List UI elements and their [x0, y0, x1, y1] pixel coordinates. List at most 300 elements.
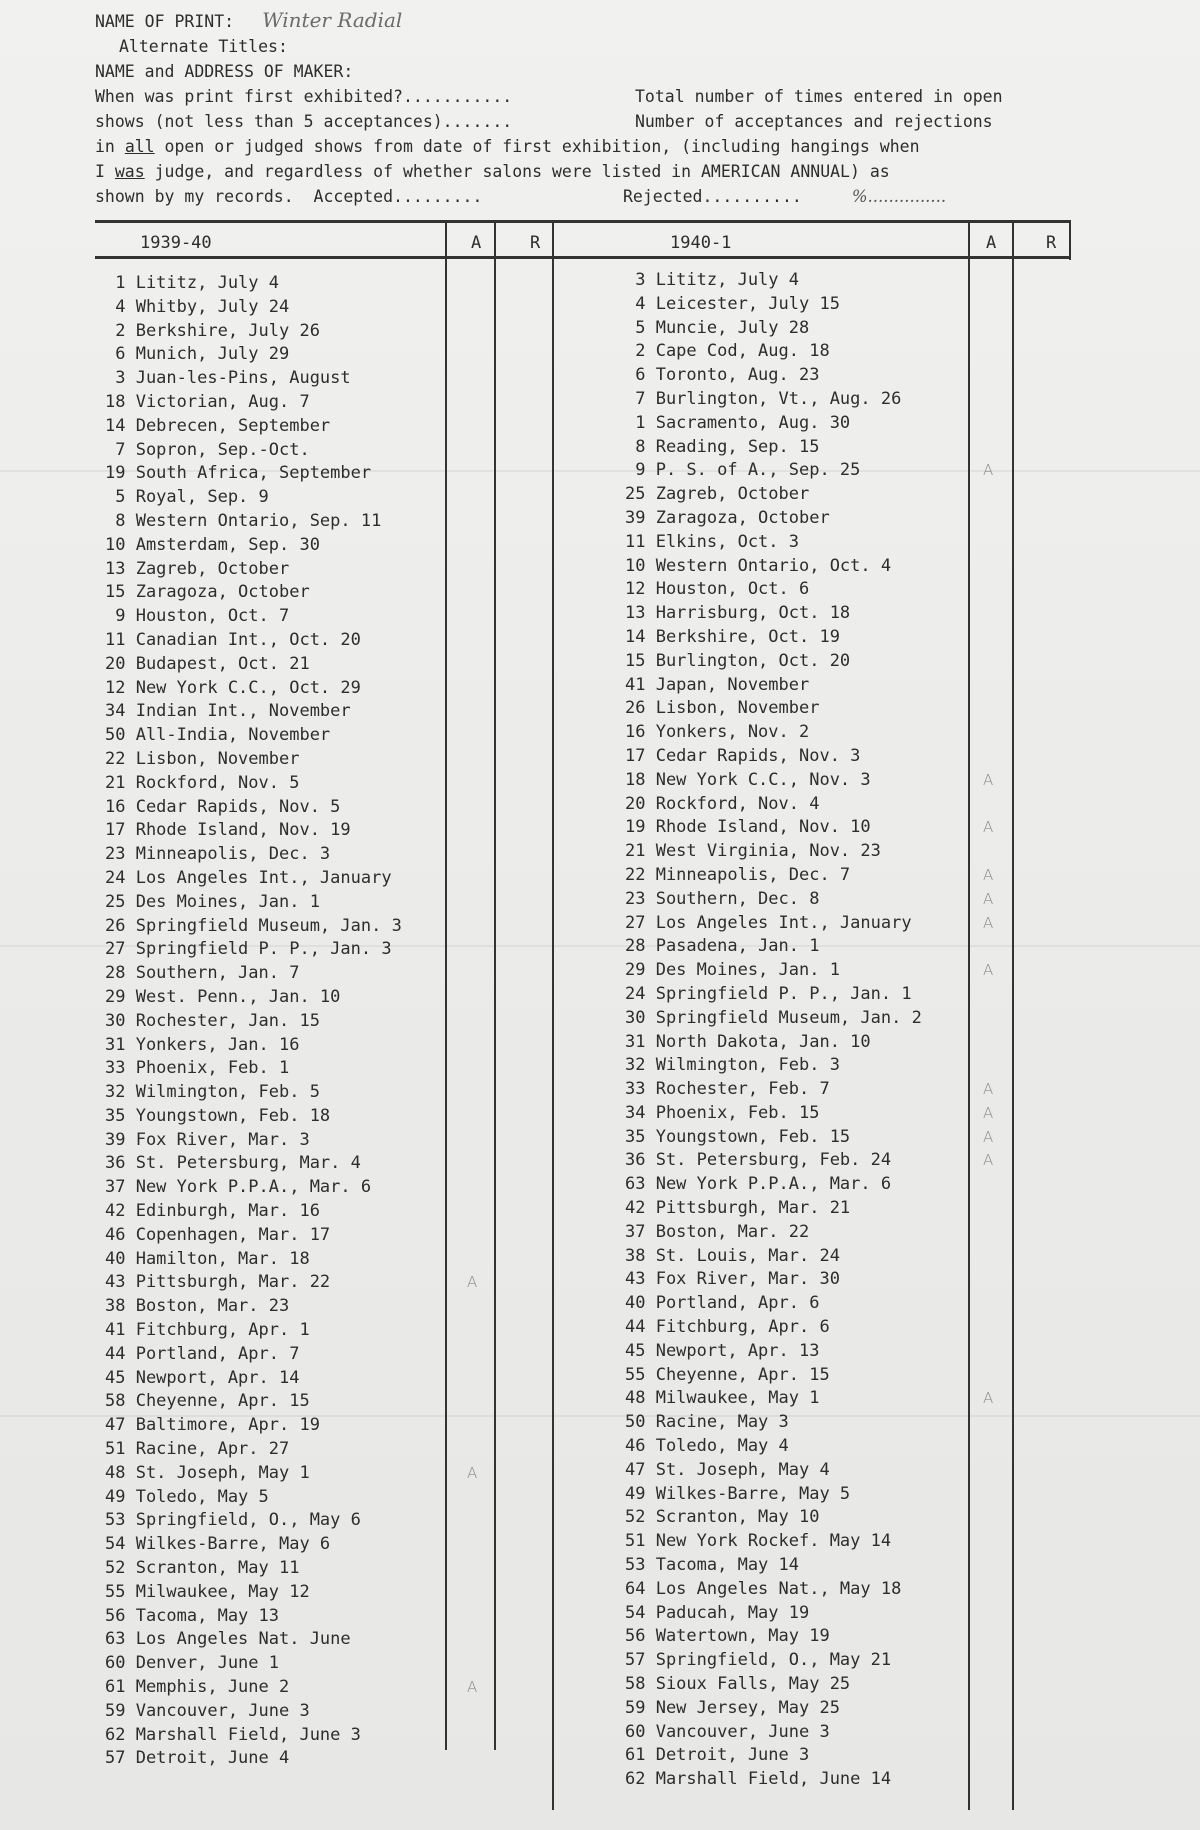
- exhibition-entry: 36 St. Petersburg, Feb. 24: [625, 1150, 892, 1171]
- exhibition-entry: 39 Fox River, Mar. 3: [105, 1129, 310, 1150]
- table-row: [105, 391, 545, 415]
- table-row: [105, 1343, 545, 1367]
- table-row: [625, 436, 1065, 460]
- table-row: [105, 867, 545, 891]
- table-row: [625, 578, 1065, 602]
- table-row: [625, 1697, 1065, 1721]
- exhibition-entry: 49 Toledo, May 5: [105, 1486, 269, 1507]
- exhibition-entry: 15 Zaragoza, October: [105, 582, 310, 603]
- table-row: [625, 602, 1065, 626]
- table-row: [105, 1010, 545, 1034]
- acceptance-mark: A: [983, 1389, 994, 1408]
- exhibition-entry: 12 New York C.C., Oct. 29: [105, 677, 361, 698]
- table-row: [625, 1197, 1065, 1221]
- table-row: [625, 1149, 1065, 1173]
- exhibition-entry: 18 Victorian, Aug. 7: [105, 391, 310, 412]
- table-row: [105, 1414, 545, 1438]
- table-row: [625, 1768, 1065, 1792]
- table-row: [625, 1625, 1065, 1649]
- table-row: [105, 938, 545, 962]
- exhibition-entry: 5 Royal, Sep. 9: [105, 487, 269, 508]
- form-header: [95, 8, 1095, 209]
- exhibition-entry: 19 Rhode Island, Nov. 10: [625, 817, 871, 838]
- exhibition-entry: 40 Hamilton, Mar. 18: [105, 1248, 310, 1269]
- exhibition-entry: 2 Cape Cod, Aug. 18: [625, 341, 830, 362]
- table-row: [625, 1649, 1065, 1673]
- table-row: [625, 721, 1065, 745]
- exhibition-entry: 60 Denver, June 1: [105, 1653, 279, 1674]
- exhibition-entry: 6 Toronto, Aug. 23: [625, 365, 820, 386]
- table-row: [625, 1578, 1065, 1602]
- exhibition-entry: 63 Los Angeles Nat. June: [105, 1629, 351, 1650]
- open-judged-line: [95, 134, 1095, 159]
- exhibition-entry: 16 Cedar Rapids, Nov. 5: [105, 796, 341, 817]
- exhibition-entry: 41 Japan, November: [625, 674, 810, 695]
- shows-line: shows (not less than 5 acceptances).......: [95, 112, 513, 131]
- exhibition-entry: 50 All-India, November: [105, 725, 331, 746]
- exhibition-entry: 15 Burlington, Oct. 20: [625, 650, 851, 671]
- table-row: [625, 1744, 1065, 1768]
- shown-accepted: shown by my records. Accepted.........: [95, 187, 483, 206]
- acceptance-mark: A: [983, 1103, 994, 1122]
- table-row: [625, 1483, 1065, 1507]
- exhibition-entry: 54 Wilkes-Barre, May 6: [105, 1534, 331, 1555]
- exhibition-entry: 35 Youngstown, Feb. 15: [625, 1126, 851, 1147]
- exhibition-entry: 13 Zagreb, October: [105, 558, 290, 579]
- exhibition-entry: 21 Rockford, Nov. 5: [105, 772, 300, 793]
- acceptance-mark: A: [983, 913, 994, 932]
- exhibition-entry: 43 Pittsburgh, Mar. 22: [105, 1272, 331, 1293]
- name-of-print-handwritten: Winter Radial: [262, 8, 403, 32]
- table-row: [625, 1078, 1065, 1102]
- table-row: [625, 935, 1065, 959]
- exhibition-entry: 8 Western Ontario, Sep. 11: [105, 510, 382, 531]
- exhibition-entry: 62 Marshall Field, June 3: [105, 1724, 361, 1745]
- acceptance-mark: A: [983, 961, 994, 980]
- exhibition-entry: 28 Southern, Jan. 7: [105, 963, 300, 984]
- exhibition-entry: 51 Racine, Apr. 27: [105, 1439, 290, 1460]
- exhibition-entry: 14 Berkshire, Oct. 19: [625, 626, 840, 647]
- exhibition-entry: 46 Copenhagen, Mar. 17: [105, 1224, 331, 1245]
- exhibition-entry: 20 Budapest, Oct. 21: [105, 653, 310, 674]
- table-row: [625, 1292, 1065, 1316]
- right-r-heading: R: [1046, 233, 1057, 253]
- exhibition-entry: 52 Scranton, May 10: [625, 1507, 820, 1528]
- total-times: Total number of times entered in open: [635, 87, 1003, 106]
- table-row: [105, 1224, 545, 1248]
- name-of-print-label: NAME OF PRINT:: [95, 12, 235, 31]
- table-row: [625, 983, 1065, 1007]
- table-row: [625, 745, 1065, 769]
- table-row: [105, 629, 545, 653]
- exhibition-entry: 40 Portland, Apr. 6: [625, 1293, 820, 1314]
- exhibition-entry: 38 St. Louis, Mar. 24: [625, 1245, 840, 1266]
- exhibition-entry: 16 Yonkers, Nov. 2: [625, 722, 810, 743]
- exhibition-entry: 24 Los Angeles Int., January: [105, 867, 392, 888]
- table-row: [625, 459, 1065, 483]
- exhibition-entry: 7 Sopron, Sep.-Oct.: [105, 439, 310, 460]
- exhibition-entry: 47 Baltimore, Apr. 19: [105, 1415, 320, 1436]
- table-row: [105, 1676, 545, 1700]
- table-row: [625, 507, 1065, 531]
- table-row: [105, 1557, 545, 1581]
- exhibition-entry: 50 Racine, May 3: [625, 1412, 789, 1433]
- exhibition-entry: 22 Lisbon, November: [105, 748, 300, 769]
- exhibition-entry: 17 Cedar Rapids, Nov. 3: [625, 745, 861, 766]
- exhibition-entry: 47 St. Joseph, May 4: [625, 1459, 830, 1480]
- exhibition-entry: 19 South Africa, September: [105, 463, 372, 484]
- acceptance-mark: A: [467, 1678, 478, 1697]
- acceptance-mark: A: [467, 1463, 478, 1482]
- exhibition-entry: 48 Milwaukee, May 1: [625, 1388, 820, 1409]
- table-row: [625, 1054, 1065, 1078]
- exhibition-entry: 58 Sioux Falls, May 25: [625, 1674, 851, 1695]
- table-header-rule: [95, 256, 1070, 259]
- right-column-entries: [625, 269, 1065, 1792]
- table-row: [625, 1316, 1065, 1340]
- exhibition-entry: 27 Springfield P. P., Jan. 3: [105, 939, 392, 960]
- table-row: [105, 1533, 545, 1557]
- exhibition-entry: 18 New York C.C., Nov. 3: [625, 769, 871, 790]
- table-row: [105, 1152, 545, 1176]
- left-r-heading: R: [530, 233, 541, 253]
- table-row: [105, 772, 545, 796]
- table-row: [105, 1486, 545, 1510]
- table-row: [105, 748, 545, 772]
- table-row: [105, 1176, 545, 1200]
- table-row: [105, 891, 545, 915]
- was-underlined: was: [114, 162, 145, 181]
- column-divider: [1069, 220, 1071, 260]
- exhibition-entry: 57 Detroit, June 4: [105, 1748, 290, 1769]
- exhibition-entry: 56 Tacoma, May 13: [105, 1605, 279, 1626]
- table-row: [105, 1438, 545, 1462]
- table-row: [105, 1367, 545, 1391]
- table-row: [625, 293, 1065, 317]
- exhibition-entry: 30 Rochester, Jan. 15: [105, 1010, 320, 1031]
- percent-field: %...............: [851, 187, 947, 206]
- exhibition-entry: 3 Lititz, July 4: [625, 270, 799, 290]
- table-row: [625, 1126, 1065, 1150]
- exhibition-entry: 56 Watertown, May 19: [625, 1626, 830, 1647]
- alternate-titles-label: Alternate Titles:: [119, 37, 288, 56]
- table-row: [625, 864, 1065, 888]
- table-row: [105, 486, 545, 510]
- exhibition-entry: 34 Phoenix, Feb. 15: [625, 1102, 820, 1123]
- table-row: [105, 1462, 545, 1486]
- table-row: [105, 439, 545, 463]
- table-row: [625, 793, 1065, 817]
- exhibition-entry: 64 Los Angeles Nat., May 18: [625, 1578, 902, 1599]
- exhibition-entry: 1 Lititz, July 4: [105, 273, 279, 293]
- table-row: [625, 816, 1065, 840]
- exhibition-entry: 34 Indian Int., November: [105, 701, 351, 722]
- exhibition-entry: 4 Leicester, July 15: [625, 293, 840, 314]
- table-row: [105, 724, 545, 748]
- all-underlined: all: [124, 137, 155, 156]
- column-divider: [552, 220, 554, 1810]
- header-row: [95, 184, 1095, 209]
- exhibition-entry: 17 Rhode Island, Nov. 19: [105, 820, 351, 841]
- exhibition-entry: 6 Munich, July 29: [105, 344, 290, 365]
- exhibition-entry: 10 Western Ontario, Oct. 4: [625, 555, 892, 576]
- exhibition-entry: 29 West. Penn., Jan. 10: [105, 986, 341, 1007]
- exhibition-entry: 42 Pittsburgh, Mar. 21: [625, 1198, 851, 1219]
- exhibition-entry: 20 Rockford, Nov. 4: [625, 793, 820, 814]
- header-row: [95, 109, 1095, 134]
- table-row: [625, 1530, 1065, 1554]
- table-row: [625, 1245, 1065, 1269]
- exhibition-entry: 23 Southern, Dec. 8: [625, 888, 820, 909]
- table-row: [625, 483, 1065, 507]
- exhibition-entry: 39 Zaragoza, October: [625, 507, 830, 528]
- table-row: [105, 415, 545, 439]
- name-of-print-line: [95, 8, 1095, 34]
- exhibition-entry: 58 Cheyenne, Apr. 15: [105, 1391, 310, 1412]
- table-row: [625, 912, 1065, 936]
- exhibition-entry: 57 Springfield, O., May 21: [625, 1650, 892, 1671]
- exhibition-entry: 30 Springfield Museum, Jan. 2: [625, 1007, 922, 1028]
- table-row: [105, 700, 545, 724]
- in-word: in: [95, 137, 115, 156]
- acceptances-rejections: Number of acceptances and rejections: [635, 112, 993, 131]
- table-row: [105, 1747, 545, 1771]
- exhibition-entry: 44 Fitchburg, Apr. 6: [625, 1317, 830, 1338]
- table-row: [625, 697, 1065, 721]
- exhibition-entry: 4 Whitby, July 24: [105, 296, 290, 317]
- acceptance-mark: A: [983, 1127, 994, 1146]
- table-row: [625, 626, 1065, 650]
- table-row: [105, 1034, 545, 1058]
- exhibition-entry: 53 Springfield, O., May 6: [105, 1510, 361, 1531]
- table-row: [105, 296, 545, 320]
- exhibition-entry: 31 North Dakota, Jan. 10: [625, 1031, 871, 1052]
- exhibition-entry: 63 New York P.P.A., Mar. 6: [625, 1174, 892, 1195]
- table-row: [105, 1652, 545, 1676]
- table-row: [105, 1581, 545, 1605]
- exhibition-entry: 33 Rochester, Feb. 7: [625, 1079, 830, 1100]
- exhibition-entry: 37 Boston, Mar. 22: [625, 1221, 810, 1242]
- exhibition-entry: 9 Houston, Oct. 7: [105, 606, 290, 627]
- exhibition-entry: 25 Des Moines, Jan. 1: [105, 891, 320, 912]
- table-row: [105, 343, 545, 367]
- left-column-entries: [105, 272, 545, 1771]
- table-row: [105, 1628, 545, 1652]
- table-row: [105, 1200, 545, 1224]
- acceptance-mark: A: [983, 889, 994, 908]
- exhibition-entry: 32 Wilmington, Feb. 5: [105, 1082, 320, 1103]
- table-row: [625, 1435, 1065, 1459]
- header-row: [95, 84, 1095, 109]
- acceptance-mark: A: [983, 818, 994, 837]
- table-row: [625, 388, 1065, 412]
- table-row: [625, 1364, 1065, 1388]
- table-row: [105, 1105, 545, 1129]
- exhibition-entry: 24 Springfield P. P., Jan. 1: [625, 983, 912, 1004]
- table-row: [625, 1721, 1065, 1745]
- table-row: [625, 1506, 1065, 1530]
- table-row: [105, 1295, 545, 1319]
- exhibition-entry: 55 Milwaukee, May 12: [105, 1581, 310, 1602]
- table-row: [625, 1554, 1065, 1578]
- table-row: [105, 272, 545, 296]
- table-row: [625, 769, 1065, 793]
- table-row: [625, 1173, 1065, 1197]
- acceptance-mark: A: [983, 1151, 994, 1170]
- table-row: [105, 796, 545, 820]
- exhibition-entry: 27 Los Angeles Int., January: [625, 912, 912, 933]
- table-row: [105, 534, 545, 558]
- exhibition-entry: 42 Edinburgh, Mar. 16: [105, 1201, 320, 1222]
- table-row: [625, 555, 1065, 579]
- maker-label: NAME and ADDRESS OF MAKER:: [95, 62, 354, 81]
- left-a-heading: A: [471, 233, 482, 253]
- table-row: [105, 558, 545, 582]
- exhibition-entry: 9 P. S. of A., Sep. 25: [625, 460, 861, 481]
- table-row: [625, 317, 1065, 341]
- acceptance-mark: A: [467, 1273, 478, 1292]
- exhibition-entry: 12 Houston, Oct. 6: [625, 579, 810, 600]
- table-row: [105, 1319, 545, 1343]
- table-row: [105, 653, 545, 677]
- table-row: [625, 674, 1065, 698]
- table-row: [105, 819, 545, 843]
- table-row: [625, 1673, 1065, 1697]
- exhibition-entry: 51 New York Rockef. May 14: [625, 1531, 892, 1552]
- i-word: I: [95, 162, 105, 181]
- table-row: [105, 677, 545, 701]
- table-top-rule: [95, 220, 1070, 223]
- exhibition-entry: 37 New York P.P.A., Mar. 6: [105, 1177, 372, 1198]
- table-row: [105, 1129, 545, 1153]
- table-row: [625, 1268, 1065, 1292]
- rejected-field: Rejected..........: [623, 187, 802, 206]
- table-row: [105, 1271, 545, 1295]
- first-exhibited: When was print first exhibited?...........: [95, 87, 513, 106]
- table-row: [105, 510, 545, 534]
- table-row: [625, 340, 1065, 364]
- table-row: [105, 367, 545, 391]
- table-row: [105, 843, 545, 867]
- exhibition-entry: 44 Portland, Apr. 7: [105, 1343, 300, 1364]
- exhibition-entry: 38 Boston, Mar. 23: [105, 1296, 290, 1317]
- exhibition-entry: 26 Lisbon, November: [625, 698, 820, 719]
- exhibition-entry: 22 Minneapolis, Dec. 7: [625, 864, 851, 885]
- table-row: [105, 915, 545, 939]
- table-row: [105, 462, 545, 486]
- table-row: [105, 986, 545, 1010]
- acceptance-mark: A: [983, 461, 994, 480]
- exhibition-entry: 10 Amsterdam, Sep. 30: [105, 534, 320, 555]
- table-row: [105, 1724, 545, 1748]
- table-row: [625, 1031, 1065, 1055]
- table-row: [105, 1081, 545, 1105]
- exhibition-entry: 31 Yonkers, Jan. 16: [105, 1034, 300, 1055]
- exhibition-entry: 59 New Jersey, May 25: [625, 1697, 840, 1718]
- right-year-heading: 1940-1: [670, 233, 732, 253]
- table-row: [625, 1602, 1065, 1626]
- table-row: [625, 1221, 1065, 1245]
- table-row: [625, 840, 1065, 864]
- exhibition-entry: 14 Debrecen, September: [105, 415, 331, 436]
- table-row: [105, 1509, 545, 1533]
- table-row: [105, 320, 545, 344]
- exhibition-entry: 59 Vancouver, June 3: [105, 1700, 310, 1721]
- table-row: [625, 1411, 1065, 1435]
- exhibition-entry: 53 Tacoma, May 14: [625, 1555, 799, 1576]
- exhibition-entry: 23 Minneapolis, Dec. 3: [105, 844, 331, 865]
- exhibition-entry: 36 St. Petersburg, Mar. 4: [105, 1153, 361, 1174]
- table-row: [625, 364, 1065, 388]
- table-row: [625, 650, 1065, 674]
- exhibition-entry: 11 Canadian Int., Oct. 20: [105, 629, 361, 650]
- table-row: [625, 1102, 1065, 1126]
- exhibition-entry: 7 Burlington, Vt., Aug. 26: [625, 388, 902, 409]
- exhibition-entry: 41 Fitchburg, Apr. 1: [105, 1320, 310, 1341]
- open-judged-text: open or judged shows from date of first exhibition, (including hangings when: [154, 137, 920, 156]
- exhibition-entry: 52 Scranton, May 11: [105, 1558, 300, 1579]
- exhibition-entry: 21 West Virginia, Nov. 23: [625, 841, 881, 862]
- exhibition-entry: 28 Pasadena, Jan. 1: [625, 936, 820, 957]
- table-row: [105, 962, 545, 986]
- exhibition-entry: 5 Muncie, July 28: [625, 317, 810, 338]
- table-row: [105, 1390, 545, 1414]
- exhibition-entry: 25 Zagreb, October: [625, 484, 810, 505]
- judge-text: judge, and regardless of whether salons were listed in AMERICAN ANNUAL) as: [144, 162, 890, 181]
- exhibition-entry: 43 Fox River, Mar. 30: [625, 1269, 840, 1290]
- table-row: [625, 412, 1065, 436]
- table-row: [105, 1248, 545, 1272]
- acceptance-mark: A: [983, 1080, 994, 1099]
- table-row: [105, 581, 545, 605]
- exhibition-entry: 13 Harrisburg, Oct. 18: [625, 603, 851, 624]
- exhibition-entry: 29 Des Moines, Jan. 1: [625, 960, 840, 981]
- exhibition-entry: 48 St. Joseph, May 1: [105, 1462, 310, 1483]
- table-row: [105, 1605, 545, 1629]
- table-row: [625, 1340, 1065, 1364]
- exhibition-entry: 54 Paducah, May 19: [625, 1602, 810, 1623]
- exhibition-entry: 45 Newport, Apr. 13: [625, 1340, 820, 1361]
- exhibition-entry: 60 Vancouver, June 3: [625, 1721, 830, 1742]
- right-a-heading: A: [986, 233, 997, 253]
- exhibition-entry: 32 Wilmington, Feb. 3: [625, 1055, 840, 1076]
- exhibition-entry: 55 Cheyenne, Apr. 15: [625, 1364, 830, 1385]
- exhibition-entry: 1 Sacramento, Aug. 30: [625, 412, 851, 433]
- exhibition-entry: 33 Phoenix, Feb. 1: [105, 1058, 290, 1079]
- exhibition-entry: 46 Toledo, May 4: [625, 1436, 789, 1457]
- left-year-heading: 1939-40: [140, 233, 212, 253]
- exhibition-entry: 26 Springfield Museum, Jan. 3: [105, 915, 402, 936]
- exhibition-entry: 49 Wilkes-Barre, May 5: [625, 1483, 851, 1504]
- exhibition-entry: 2 Berkshire, July 26: [105, 320, 320, 341]
- acceptance-mark: A: [983, 865, 994, 884]
- table-row: [625, 1459, 1065, 1483]
- exhibition-entry: 61 Detroit, June 3: [625, 1745, 810, 1766]
- table-row: [105, 1700, 545, 1724]
- exhibition-entry: 45 Newport, Apr. 14: [105, 1367, 300, 1388]
- exhibition-entry: 62 Marshall Field, June 14: [625, 1769, 892, 1790]
- table-row: [105, 1057, 545, 1081]
- table-row: [625, 531, 1065, 555]
- table-row: [625, 1387, 1065, 1411]
- exhibition-entry: 35 Youngstown, Feb. 18: [105, 1105, 331, 1126]
- exhibition-entry: 11 Elkins, Oct. 3: [625, 531, 799, 552]
- table-row: [625, 1007, 1065, 1031]
- judge-line: [95, 159, 1095, 184]
- table-row: [625, 269, 1065, 293]
- table-row: [625, 959, 1065, 983]
- acceptance-mark: A: [983, 770, 994, 789]
